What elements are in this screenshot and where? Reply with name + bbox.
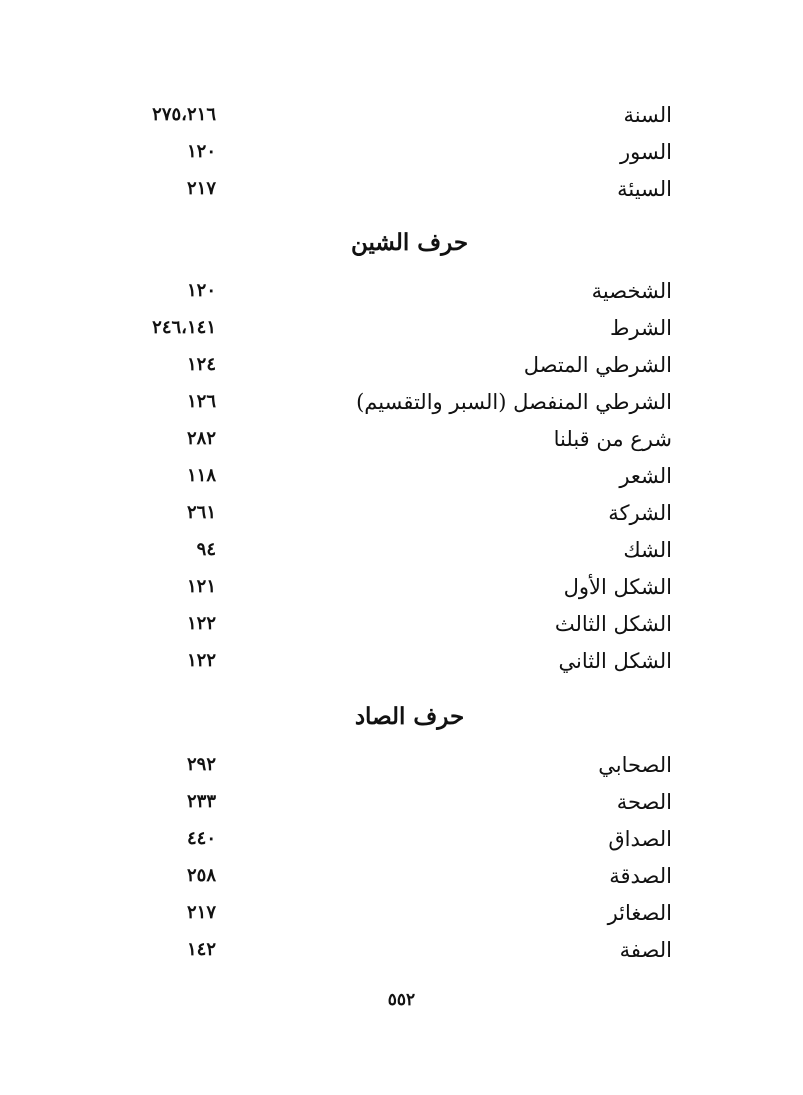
index-term: الشرطي المتصل (523, 353, 672, 377)
index-term: الصحابي (598, 753, 672, 777)
index-page-numbers: ٢٩٢ (186, 754, 216, 775)
index-entry (110, 387, 672, 424)
index-entry (110, 424, 672, 461)
index-page-numbers: ٢٦١ (186, 502, 216, 523)
index-entry (110, 174, 672, 211)
index-term: الشكل الأول (563, 575, 672, 599)
index-entry (110, 609, 672, 646)
index-entry (110, 137, 672, 174)
index-entry (110, 535, 672, 572)
index-entry (110, 861, 672, 898)
index-term: الشرط (610, 316, 672, 340)
index-page-numbers: ٢٧٥،٢١٦ (152, 104, 216, 125)
index-term: السنة (623, 103, 672, 127)
index-entry (110, 646, 672, 683)
index-page-numbers: ١٢٢ (186, 650, 216, 671)
index-page-numbers: ١٢٦ (186, 391, 216, 412)
index-term: الصحة (616, 790, 672, 814)
index-page-numbers: ٢٣٣ (186, 791, 216, 812)
index-term: شرع من قبلنا (553, 427, 672, 451)
index-entry (110, 461, 672, 498)
index-term: الشخصية (591, 279, 672, 303)
index-page-numbers: ٢٤٦،١٤١ (152, 317, 216, 338)
index-entry (110, 935, 672, 972)
section-heading-text: حرف الشين (350, 229, 469, 256)
index-page-numbers: ١٢٢ (186, 613, 216, 634)
section-heading (0, 228, 803, 258)
index-page-numbers: ١٢٠ (186, 280, 216, 301)
index-entry (110, 750, 672, 787)
index-entry (110, 313, 672, 350)
index-term: الشكل الثالث (554, 612, 672, 636)
section-heading-text: حرف الصاد (354, 703, 465, 730)
index-entry (110, 498, 672, 535)
index-term: الشرطي المنفصل (السبر والتقسيم) (356, 390, 672, 414)
index-entry (110, 824, 672, 861)
index-term: الصداق (608, 827, 672, 851)
index-page-numbers: ١٢٠ (186, 141, 216, 162)
index-entry (110, 100, 672, 137)
index-term: الصفة (619, 938, 672, 962)
index-section (110, 750, 672, 972)
index-term: السور (620, 140, 672, 164)
index-entry (110, 350, 672, 387)
index-term: الصغائر (607, 901, 672, 925)
index-page-numbers: ١٢١ (186, 576, 216, 597)
index-section (110, 276, 672, 683)
page-number: ٥٥٢ (387, 990, 416, 1010)
index-term: الشعر (619, 464, 672, 488)
index-page-numbers: ١٢٤ (186, 354, 216, 375)
index-page-numbers: ٢٨٢ (186, 428, 216, 449)
index-term: الشك (623, 538, 672, 562)
index-page-numbers: ٢٥٨ (186, 865, 216, 886)
index-section-continued (110, 100, 672, 211)
index-entry (110, 276, 672, 313)
index-term: الصدقة (609, 864, 672, 888)
section-heading (0, 702, 803, 732)
index-entry (110, 572, 672, 609)
index-term: الشركة (608, 501, 672, 525)
index-term: الشكل الثاني (558, 649, 672, 673)
index-term: السيئة (617, 177, 672, 201)
index-page-numbers: ١٤٢ (186, 939, 216, 960)
index-page-numbers: ٤٤٠ (186, 828, 216, 849)
index-page-numbers: ٢١٧ (186, 902, 216, 923)
index-page-numbers: ١١٨ (186, 465, 216, 486)
index-entry (110, 787, 672, 824)
index-page-numbers: ٢١٧ (186, 178, 216, 199)
index-page-numbers: ٩٤ (196, 539, 216, 560)
index-entry (110, 898, 672, 935)
